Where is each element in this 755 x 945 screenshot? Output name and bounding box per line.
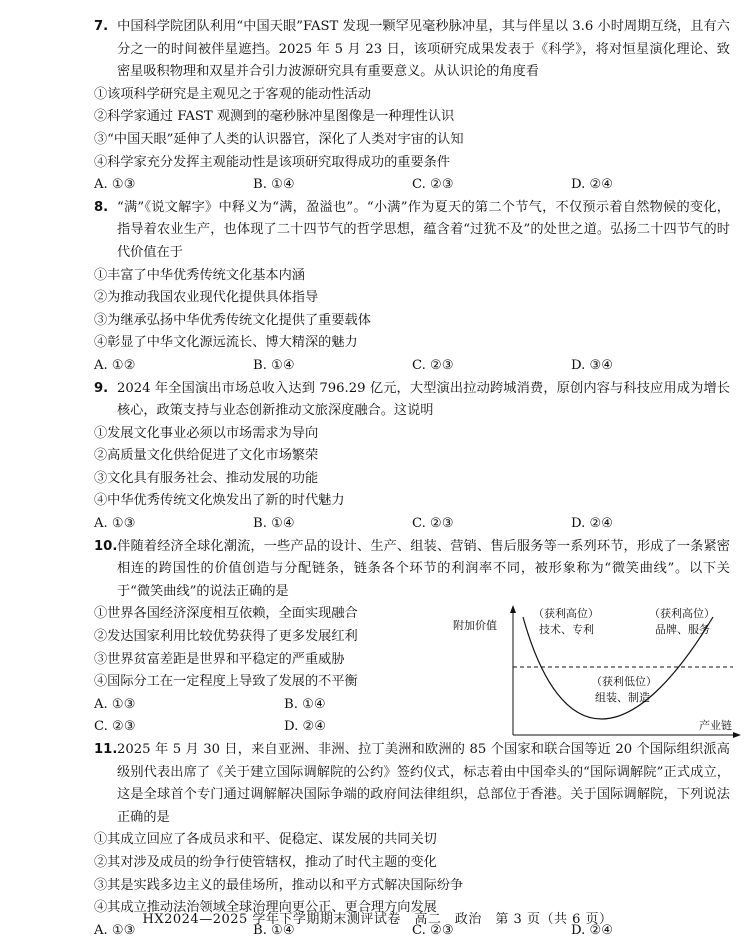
option-d[interactable]: D. ②④ [571, 922, 614, 938]
question-number: 10. [94, 538, 118, 554]
question-8 [94, 197, 730, 378]
right-label-bottom: 品牌、服务 [655, 623, 710, 637]
statement: ③文化具有服务社会、推动发展的功能 [94, 470, 319, 486]
option-d[interactable]: D. ②④ [284, 719, 327, 735]
option-b[interactable]: B. ①④ [253, 922, 295, 938]
question-stem: 2025 年 5 月 30 日，来自亚洲、非洲、拉丁美洲和欧洲的 85 个国家和联合国等近 20 个国际组织派高级别代表出席了《关于建立国际调解院的公约》签约仪式，标志着由中国牵头的“国际调解院”正式成立，这是全球首个专门通过调解解决国际争端的政府间法律组织，总部位于香港。关于国际调解院，下列说法正确的是 [117, 742, 730, 825]
option-b[interactable]: B. ①④ [253, 177, 295, 193]
option-a[interactable]: A. ①③ [94, 177, 136, 193]
option-a[interactable]: A. ①③ [94, 922, 136, 938]
right-label-top: （获利高位） [649, 607, 715, 621]
q10-body [94, 603, 730, 739]
statement: ②科学家通过 FAST 观测到的毫秒脉冲星图像是一种理性认识 [94, 109, 455, 125]
statement: ④中华优秀传统文化焕发出了新的时代魅力 [94, 493, 345, 509]
option-b[interactable]: B. ①④ [253, 357, 295, 373]
statement: ①发展文化事业必须以市场需求为导向 [94, 425, 319, 441]
options-row [94, 355, 730, 378]
statement: ①世界各国经济深度相互依赖，全面实现融合 [94, 606, 358, 622]
option-b[interactable]: B. ①④ [284, 696, 326, 712]
options-row [94, 716, 474, 739]
statement: ④彰显了中华文化源远流长、博大精深的魅力 [94, 335, 358, 351]
option-c[interactable]: C. ②③ [412, 177, 454, 193]
question-stem: 2024 年全国演出市场总收入达到 796.29 亿元，大型演出拉动跨城消费，原创内容与科技应用成为增长核心，政策支持与业态创新推动文旅深度融合。这说明 [117, 380, 730, 419]
y-axis-label: 附加价值 [453, 619, 497, 633]
option-a[interactable]: A. ①② [94, 357, 136, 373]
option-c[interactable]: C. ②③ [412, 357, 454, 373]
options-row [94, 513, 730, 536]
statement: ④科学家充分发挥主观能动性是该项研究取得成功的重要条件 [94, 154, 451, 170]
option-c[interactable]: C. ②③ [412, 922, 454, 938]
bottom-label-top: （获利低位） [591, 675, 657, 689]
smile-curve-diagram [451, 603, 741, 743]
y-axis-arrow [510, 605, 516, 613]
statement: ①该项科学研究是主观见之于客观的能动性活动 [94, 86, 371, 102]
x-axis-arrow [733, 732, 741, 738]
question-number: 9. [94, 380, 109, 396]
statement: ③世界贫富差距是世界和平稳定的严重威胁 [94, 651, 345, 667]
statement: ②其对涉及成员的纷争行使管辖权，推动了时代主题的变化 [94, 854, 437, 870]
options-row [94, 694, 474, 717]
question-7 [94, 16, 730, 197]
statement: ①丰富了中华优秀传统文化基本内涵 [94, 267, 305, 283]
question-stem: 伴随着经济全球化潮流，一些产品的设计、生产、组装、营销、售后服务等一系列环节，形成了一条紧密相连的跨国性的价值创造与分配链条，链条各个环节的利润率不同，被形象称为“微笑曲线”。以下关于“微笑曲线”的说法正确的是 [117, 538, 730, 599]
bottom-label-bottom: 组装、制造 [595, 691, 650, 705]
statement: ③其是实践多边主义的最佳场所，推动以和平方式解决国际纷争 [94, 877, 464, 893]
question-stem: 中国科学院团队利用“中国天眼”FAST 发现一颗罕见毫秒脉冲星，其与伴星以 3.6 小时周期互绕，且有六分之一的时间被伴星遮挡。2025 年 5 月 23 日，该项研究成果发表于《科学》，将对恒星演化理论、致密星吸积物理和双星并合引力波源研究具有重要意义。从认识论的角度看 [117, 19, 730, 80]
page-footer: HX2024—2025 学年下学期期末测评试卷 高二 政治 第 3 页（共 6 页） [142, 912, 613, 927]
statement: ①其成立回应了各成员求和平、促稳定、谋发展的共同关切 [94, 832, 437, 848]
left-label-bottom: 技术、专利 [539, 623, 594, 637]
question-number: 8. [94, 199, 109, 215]
question-number: 7. [94, 19, 109, 34]
statement: ③为继承弘扬中华优秀传统文化提供了重要载体 [94, 312, 371, 328]
question-number: 11. [94, 742, 118, 757]
statement: ④其成立推动法治领域全球治理向更公正、更合理方向发展 [94, 900, 437, 916]
left-label-top: （获利高位） [533, 607, 599, 621]
question-stem: “满”《说文解字》中释义为“满，盈溢也”。“小满”作为夏天的第二个节气，不仅预示着自然物候的变化，指导着农业生产，也体现了二十四节气的哲学思想，蕴含着“过犹不及”的处世之道。弘扬二十四节气的时代价值在于 [117, 199, 730, 260]
statement: ③“中国天眼”延伸了人类的认识器官，深化了人类对宇宙的认知 [94, 131, 464, 147]
statement: ②为推动我国农业现代化提供具体指导 [94, 290, 319, 306]
question-10 [94, 536, 730, 739]
statement: ④国际分工在一定程度上导致了发展的不平衡 [94, 674, 358, 690]
option-d[interactable]: D. ②④ [571, 177, 614, 193]
x-axis-label: 产业链 [699, 719, 732, 733]
option-a[interactable]: A. ①③ [94, 516, 136, 532]
option-d[interactable]: D. ③④ [571, 357, 614, 373]
statement: ②高质量文化供给促进了文化市场繁荣 [94, 448, 319, 464]
statement: ②发达国家利用比较优势获得了更多发展红利 [94, 629, 358, 645]
exam-page [94, 16, 730, 942]
option-a[interactable]: A. ①③ [94, 696, 136, 712]
option-d[interactable]: D. ②④ [571, 516, 614, 532]
question-9 [94, 378, 730, 536]
option-c[interactable]: C. ②③ [412, 516, 454, 532]
options-row [94, 174, 730, 197]
option-c[interactable]: C. ②③ [94, 719, 136, 735]
option-b[interactable]: B. ①④ [253, 516, 295, 532]
